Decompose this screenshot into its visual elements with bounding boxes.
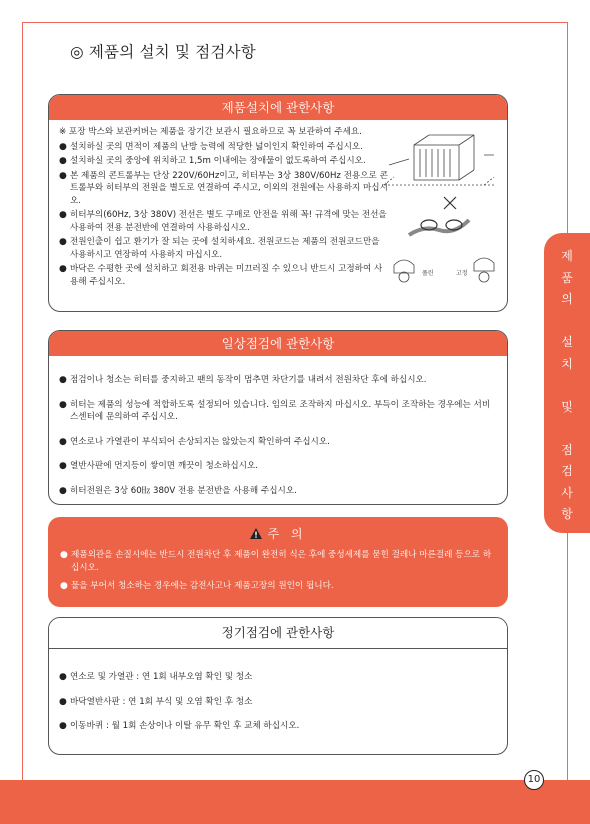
installation-illustration xyxy=(384,125,499,285)
side-tab-char: 품 xyxy=(561,270,573,285)
bullet-icon: ● xyxy=(59,264,67,274)
caution-list xyxy=(60,549,496,599)
daily-item xyxy=(59,374,497,387)
bullet-icon: ● xyxy=(59,672,67,682)
install-item xyxy=(59,155,389,168)
heater-drawing-icon xyxy=(384,135,494,185)
periodic-item-text: 이동바퀴 : 월 1회 손상이나 이탈 유무 확인 후 교체 하십시오. xyxy=(70,721,300,731)
install-item xyxy=(59,263,389,288)
install-item-text: 바닥은 수평한 곳에 설치하고 회전용 바퀴는 미끄러질 수 있으니 반드시 고정하여 사용해 주십시오. xyxy=(70,264,383,287)
install-item-text: 설치하실 곳의 면적이 제품의 난방 능력에 적당한 넓이인지 확인하여 주십시오. xyxy=(70,141,363,152)
side-tab-char: 의 xyxy=(561,292,573,306)
side-tab-char: 검 xyxy=(561,464,573,478)
page-number: 10 xyxy=(524,770,544,790)
daily-header: 일상점검에 관한사항 xyxy=(49,331,507,356)
wheel-drawing-icon xyxy=(394,258,494,282)
caution-item xyxy=(60,580,496,593)
daily-list xyxy=(49,356,507,497)
install-section xyxy=(48,94,508,312)
side-tab-char: 항 xyxy=(561,507,573,521)
daily-item xyxy=(59,436,497,449)
bullet-icon: ● xyxy=(60,550,68,560)
bullet-icon: ● xyxy=(59,156,67,166)
bullet-icon: ● xyxy=(59,436,67,447)
side-tab-char: 설 xyxy=(561,335,573,349)
caution-item-text: 물을 부어서 청소하는 경우에는 감전사고나 제품고장의 원인이 됩니다. xyxy=(71,581,334,591)
bullet-icon: ● xyxy=(59,721,67,731)
caution-section xyxy=(48,517,508,607)
daily-item-text: 점검이나 청소는 히터를 중지하고 팬의 동작이 멈추면 차단기를 내려서 전원차단 후에 하십시오. xyxy=(70,375,427,385)
bullet-icon: ● xyxy=(60,581,68,591)
caution-item xyxy=(60,549,496,574)
side-tab-char: 점 xyxy=(561,442,573,457)
bullet-icon: ● xyxy=(59,485,67,496)
periodic-item xyxy=(59,696,497,709)
daily-item xyxy=(59,460,497,473)
daily-item-text: 연소로나 가열관이 부식되어 손상되지는 않았는지 확인하여 주십시오. xyxy=(70,436,330,447)
install-item xyxy=(59,209,389,234)
bullet-icon: ● xyxy=(59,141,67,152)
bullet-icon: ● xyxy=(59,696,67,707)
periodic-item xyxy=(59,671,497,684)
periodic-item xyxy=(59,720,497,733)
install-item-text: 본 제품의 콘트롤부는 단상 220V/60Hz이고, 히터부는 3상 380V/60Hz 전용으로 콘트롤부와 히터부의 전원을 별도로 연결하여 주시고, 이외의 전원에는 사용하지 마십시오. xyxy=(70,170,388,206)
install-item-text: 설치하실 곳의 중앙에 위치하고 1,5m 이내에는 장애물이 없도록하여 주십시오. xyxy=(70,156,366,166)
daily-item-text: 히터전원은 3상 60㎐ 380V 전용 분전반을 사용해 주십시오. xyxy=(70,485,297,496)
bullet-icon: ● xyxy=(59,375,67,385)
warning-icon xyxy=(250,528,262,539)
daily-item xyxy=(59,399,497,424)
wheel-label-loose: 풀린 xyxy=(422,270,434,277)
install-item xyxy=(59,236,389,261)
install-item-text: 히터부의(60Hz, 3상 380V) 전선은 별도 구매로 안전을 위해 꼭! 규격에 맞는 전선을 사용하여 전용 분전반에 연결하여 사용하십시오. xyxy=(70,210,387,233)
bullet-icon: ● xyxy=(59,237,67,247)
no-cable-icon xyxy=(409,197,469,235)
periodic-section xyxy=(48,617,508,755)
wheel-label-fixed: 고정 xyxy=(456,270,468,277)
periodic-item-text: 바닥열반사판 : 연 1회 부식 및 오염 확인 후 청소 xyxy=(70,696,253,707)
bullet-icon: ● xyxy=(59,461,67,471)
install-note: ※ 포장 박스와 보관커버는 제품을 장기간 보관시 필요하므로 꼭 보관하여 주세요. xyxy=(59,127,362,137)
daily-section xyxy=(48,330,508,505)
caution-title-text: 주 의 xyxy=(267,527,307,541)
side-tab-char: 및 xyxy=(561,399,573,414)
install-item-text: 전원인출이 쉽고 환기가 잘 되는 곳에 설치하세요. 전원코드는 제품의 전원코드만을 사용하시고 연장하여 사용하지 마십시오. xyxy=(70,237,380,260)
periodic-list xyxy=(49,649,507,733)
daily-item-text: 히터는 제품의 성능에 적합하도록 설정되어 있습니다. 임의로 조작하지 마십시오. 부득이 조작하는 경우에는 서비스센터에 문의하여 주십시오. xyxy=(70,399,491,422)
install-list xyxy=(49,120,399,288)
caution-item-text: 제품외관을 손질시에는 반드시 전원차단 후 제품이 완전히 식은 후에 중성세제를 묻힌 걸레나 마른걸레 등으로 하십시오. xyxy=(71,550,492,573)
bullet-icon: ● xyxy=(59,399,67,410)
chapter-side-tab xyxy=(544,233,590,533)
page-title: ◎ 제품의 설치 및 점검사항 xyxy=(70,43,256,61)
side-tab-char: 사 xyxy=(561,485,573,500)
bullet-icon: ● xyxy=(59,210,67,220)
periodic-header: 정기점검에 관한사항 xyxy=(49,618,507,649)
daily-item xyxy=(59,485,497,498)
periodic-item-text: 연소로 및 가열관 : 연 1회 내부오염 확인 및 청소 xyxy=(70,672,253,682)
caution-title xyxy=(48,525,508,542)
side-tab-char: 제 xyxy=(561,249,573,263)
install-item xyxy=(59,170,389,208)
daily-item-text: 열반사판에 먼지등이 쌓이면 깨끗이 청소하십시오. xyxy=(70,461,258,471)
install-item xyxy=(59,141,389,154)
footer-band xyxy=(0,780,590,824)
install-header: 제품설치에 관한사항 xyxy=(49,95,507,120)
bullet-icon: ● xyxy=(59,170,67,181)
side-tab-char: 치 xyxy=(561,356,573,371)
